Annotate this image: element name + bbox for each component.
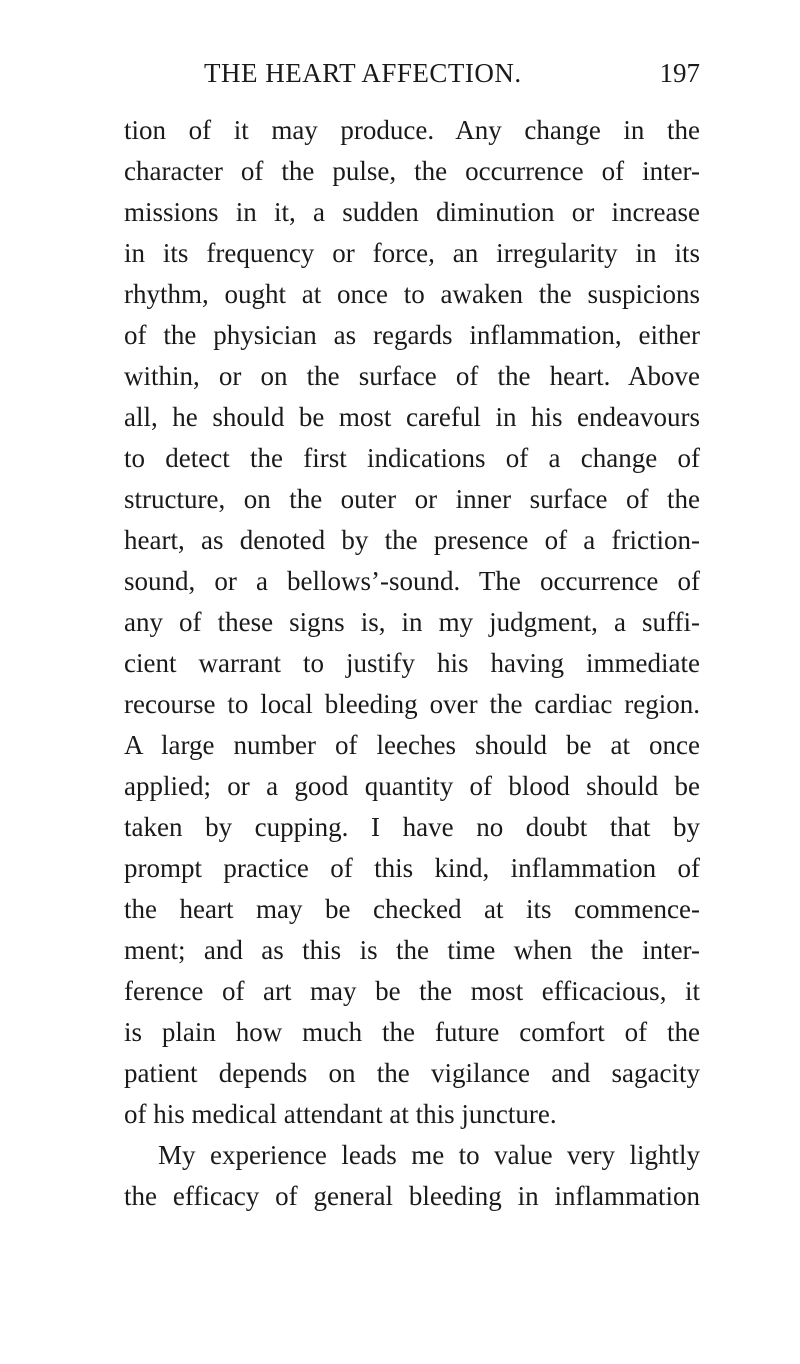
- text-line: prompt practice of this kind, inflammation of: [124, 853, 700, 883]
- text-line: to detect the first indications of a change of: [124, 443, 700, 473]
- text-line: within, or on the surface of the heart. Above: [124, 361, 700, 391]
- running-title: THE HEART AFFECTION.: [204, 58, 522, 88]
- body-text: [124, 110, 700, 1217]
- text-line: applied; or a good quantity of blood should be: [124, 771, 700, 801]
- text-line: taken by cupping. I have no doubt that by: [124, 812, 700, 842]
- page-number: 197: [659, 58, 700, 88]
- text-line: of his medical attendant at this juncture.: [124, 1099, 557, 1129]
- text-line: of the physician as regards inflammation, either: [124, 320, 700, 350]
- text-line: any of these signs is, in my judgment, a suffi-: [124, 607, 700, 637]
- text-line: is plain how much the future comfort of the: [124, 1017, 700, 1047]
- text-line: cient warrant to justify his having immediate: [124, 648, 700, 678]
- text-line: missions in it, a sudden diminution or increase: [124, 197, 700, 227]
- text-line: in its frequency or force, an irregularity in its: [124, 238, 700, 268]
- text-line: character of the pulse, the occurrence of inter-: [124, 156, 700, 186]
- text-line: ference of art may be the most efficacious, it: [124, 976, 700, 1006]
- text-line: heart, as denoted by the presence of a friction-: [124, 525, 700, 555]
- text-line: A large number of leeches should be at once: [124, 730, 700, 760]
- text-line: patient depends on the vigilance and sagacity: [124, 1058, 700, 1088]
- text-line: My experience leads me to value very lightly: [158, 1140, 700, 1170]
- text-line: all, he should be most careful in his endeavours: [124, 402, 700, 432]
- text-line: structure, on the outer or inner surface of the: [124, 484, 700, 514]
- text-line: rhythm, ought at once to awaken the suspicions: [124, 279, 700, 309]
- text-line: sound, or a bellows’-sound. The occurrence of: [124, 566, 700, 596]
- text-line: ment; and as this is the time when the inter-: [124, 935, 700, 965]
- text-line: the efficacy of general bleeding in inflammation: [124, 1181, 700, 1211]
- running-head: [120, 58, 700, 98]
- text-line: the heart may be checked at its commence-: [124, 894, 700, 924]
- text-line: recourse to local bleeding over the cardiac region.: [124, 689, 700, 719]
- text-line: tion of it may produce. Any change in the: [124, 115, 700, 145]
